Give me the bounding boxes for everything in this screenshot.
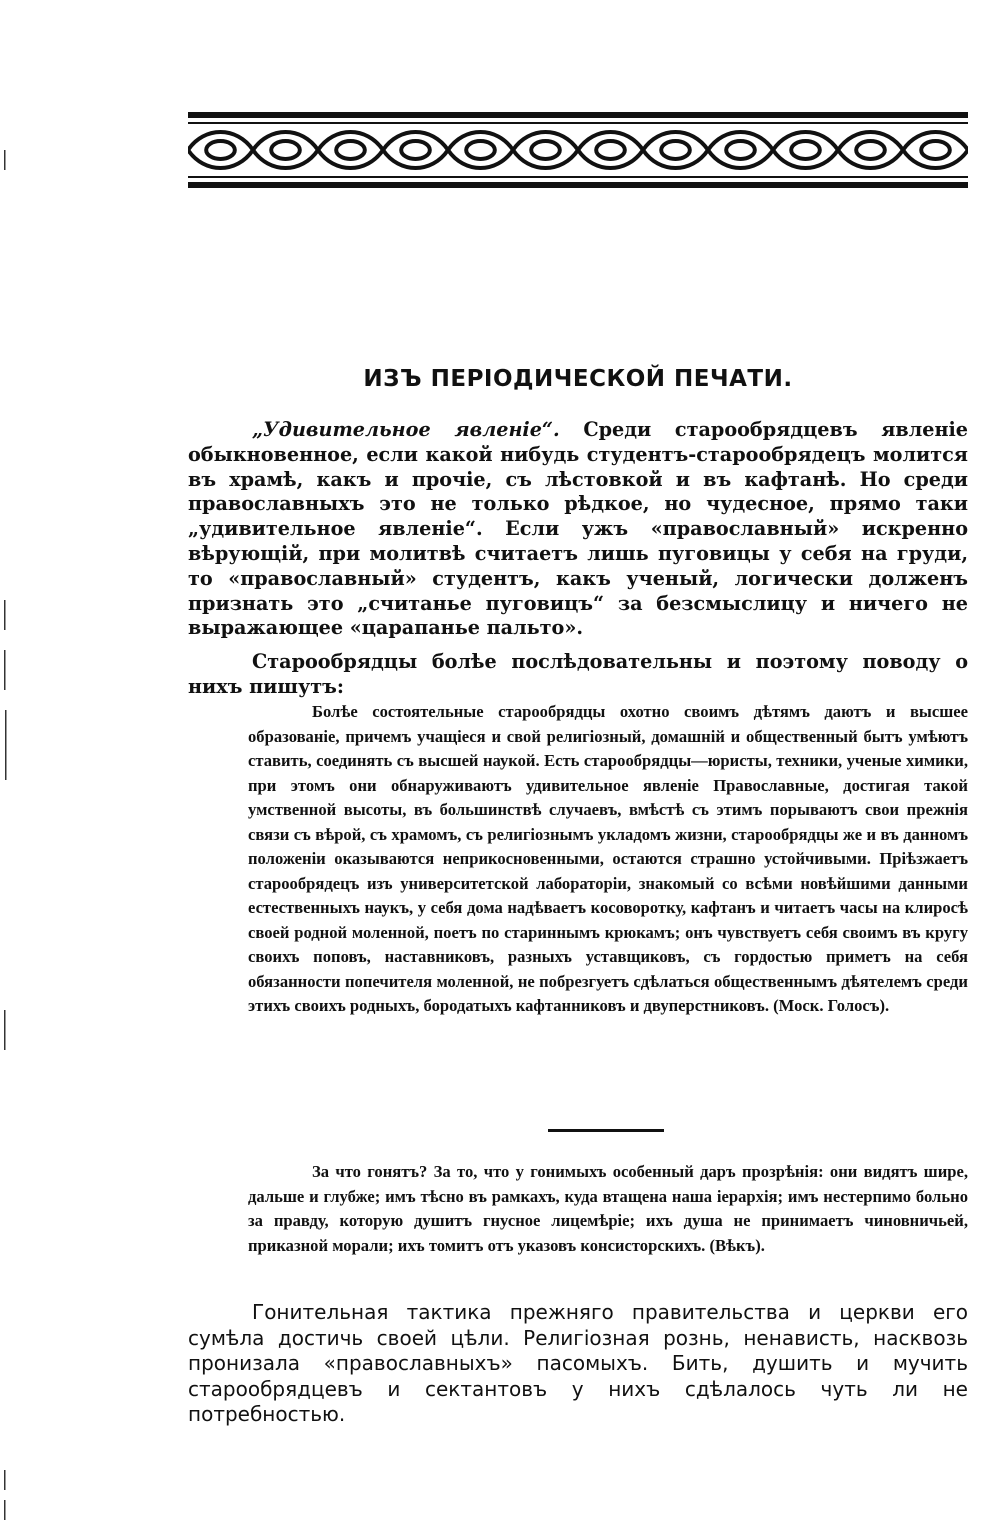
margin-marks-icon [0,0,20,1529]
closing-paragraph [188,1300,968,1428]
quote-2-text: За что гонятъ? За то, что у гонимыхъ особенный даръ прозрѣнія: они видятъ шире, дальше и глубже; имъ тѣсно въ рамкахъ, куда втащена наша іерархія; имъ нестерпимо больно за правду, которую душитъ гнусное лицемѣріе; ихъ душа не принимаетъ чиновничьей, приказной морали; ихъ томитъ отъ указовъ консисторскихъ. (Вѣкъ). [248,1162,968,1255]
intro-paragraph-1 [188,418,968,641]
ornament-band-icon [188,112,968,188]
page-title: ИЗЪ ПЕРІОДИЧЕСКОЙ ПЕЧАТИ. [363,366,793,392]
intro-text-1: Среди старообрядцевъ явленіе обыкновенное, если какой нибудь студентъ-старообрядецъ молится въ храмѣ, какъ и прочіе, съ лѣстовкой и въ кафтанѣ. Но среди православныхъ это не только рѣдкое, но чудесное, прямо таки „удивительное явленіе“. Если ужъ «православный» искренно вѣрующій, при молитвѣ считаетъ лишь пуговицы у себя на груди, то «православный» студентъ, какъ ученый, логически долженъ признать это „считанье пуговицъ“ за безсмыслицу и ничего не выражающее «царапанье пальто». [188,418,968,640]
section-divider [548,1129,664,1132]
quote-block-2 [248,1160,968,1258]
closing-text: Гонительная тактика прежняго правительства и церкви его сумѣла достичь своей цѣли. Религіозная рознь, ненависть, насквозь пронизала «православныхъ» пасомыхъ. Бить, душить и мучить старообрядцевъ и сектантовъ у нихъ сдѣлалось чуть ли не потребностью. [188,1300,968,1426]
intro-paragraph-2 [188,650,968,700]
intro-text-2: Старообрядцы болѣе послѣдовательны и поэтому поводу о нихъ пишутъ: [188,650,968,698]
quote-block-1 [248,700,968,1019]
quote-1-text: Болѣе состоятельные старообрядцы охотно своимъ дѣтямъ даютъ и высшее образованіе, причемъ учащіеся и свой религіозный, домашній и общественный бытъ умѣютъ ставить, соединять съ высшей наукой. Есть старообрядцы—юристы, техники, ученые химики, при этомъ они обнаруживаютъ удивительное явленіе Православные, достигая такой умственной высоты, въ большинствѣ случаевъ, вмѣстѣ съ этимъ порываютъ свои прежнія связи съ вѣрой, съ храмомъ, съ религіознымъ укладомъ жизни, старообрядцы же и въ данномъ положеніи оказываются неприкосновенными, остаются страшно устойчивыми. Пріѣзжаетъ старообрядецъ изъ университетской лабораторіи, знакомый со всѣми новѣйшими данными естественныхъ наукъ, у себя дома надѣваетъ косоворотку, кафтанъ и читаетъ часы на клиросѣ своей родной моленной, поетъ по стариннымъ крюкамъ; онъ чувствуетъ себя своимъ въ кругу своихъ поповъ, наставниковъ, разныхъ уставщиковъ, съ гордостью приметъ на себя обязанности попечителя моленной, не побрезгуетъ сдѣлаться общественнымъ дѣятелемъ среди этихъ своихъ родныхъ, бородатыхъ кафтанниковъ и двуперстниковъ. (Моск. Голосъ). [248,702,968,1015]
intro-heading: „Удивительное явленіе“. [252,418,560,441]
